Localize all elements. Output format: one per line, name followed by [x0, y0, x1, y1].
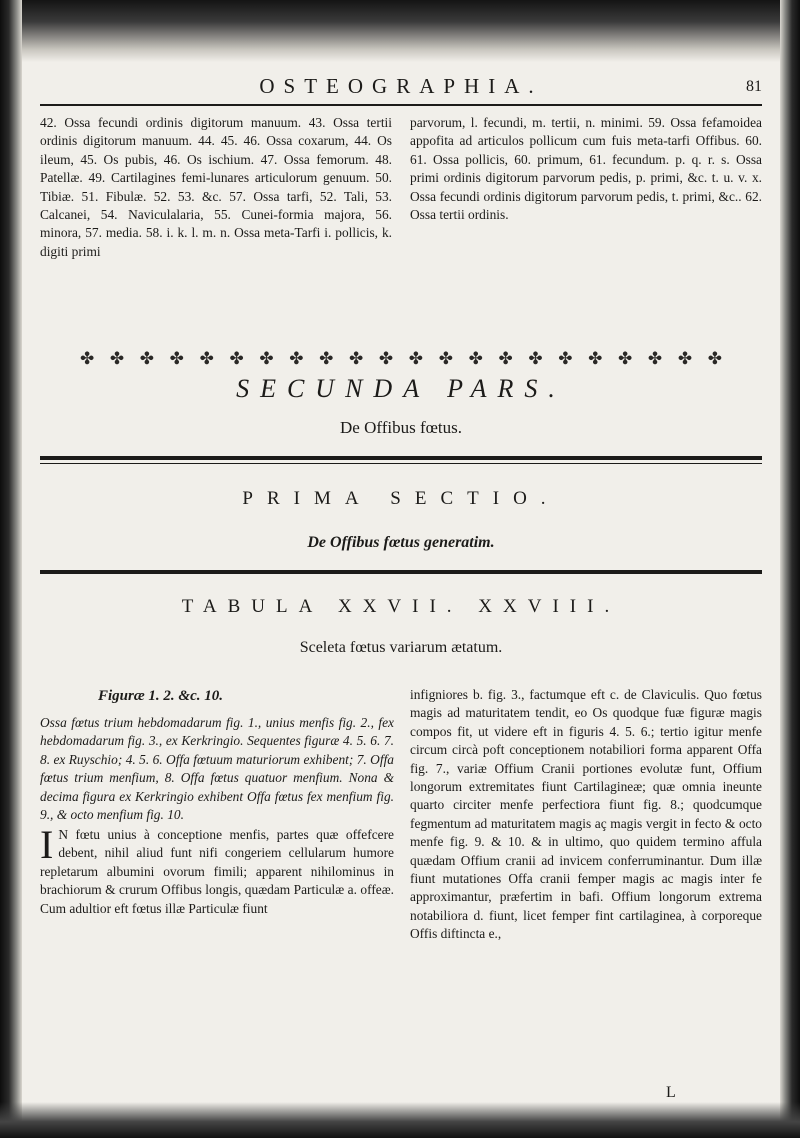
- ornament-flower-icon: ✤: [707, 349, 722, 368]
- top-right-column: [410, 114, 762, 224]
- ornament-flower-icon: ✤: [319, 349, 334, 368]
- ornament-flower-icon: ✤: [289, 349, 304, 368]
- ornament-flower-icon: ✤: [677, 349, 693, 368]
- running-head: [40, 74, 762, 100]
- thick-rule: [40, 570, 762, 574]
- ornament-flower-icon: ✤: [618, 349, 633, 368]
- page-shadow-bottom: [0, 1102, 800, 1138]
- figure-heading-text: Figuræ 1. 2. &c. 10.: [98, 688, 224, 704]
- page-edge-right: [780, 0, 800, 1138]
- head-rule: [40, 104, 762, 106]
- drop-cap: I: [40, 822, 54, 867]
- ornament-flower-icon: ✤: [259, 349, 274, 368]
- top-left-column: [40, 114, 392, 261]
- ornament-flower-icon: ✤: [378, 349, 394, 368]
- section-subheading: De Offibus fœtus.: [340, 418, 462, 437]
- thin-rule: [40, 463, 762, 464]
- ornament-flower-icon: ✤: [349, 349, 364, 368]
- body-left-column: [40, 822, 394, 918]
- figure-heading: [98, 688, 223, 705]
- ornament-flower-icon: ✤: [139, 349, 155, 368]
- sectio-heading: PRIMA SECTIO.: [242, 488, 560, 509]
- body-right-paragraph: infigniores b. fig. 3., factumque eft c. de Claviculis. Quo fœtus magis ad maturitatem tendit, eo Os quodque fuæ figuræ magis compos fit, ut videre eft in figuris 4. 5. 6.; tertio igitur menfe circum circà poft conceptionem notabiliori forma apparent Offa fig. 7., variæ Offium Cranii portiones evolutæ funt, Offium longorum extremitates fiunt Cartilagineæ; quæ omnia ineunte quarto circiter menfe perfectiora fiunt fig. 8.; quodcumque fegmentum ad maturitatem magis aç magis vergit in fecto & octo menfe fig. 9. & 10. & in ultimo, quo quidem termino affula quædam Offium cranii ad invicem conferruminantur. Dum illæ fiunt mutationes Offa cranii femper magis ac magis inter fe approximantur, præfertim in bafi. Offium longorum extrema notabiliora d. fiunt, licet femper fint cartilaginea, à corporeque Offis diftincta e.,: [410, 687, 762, 942]
- book-page: [40, 58, 762, 1101]
- ornament-flower-icon: ✤: [408, 349, 424, 368]
- book-gutter-left: [0, 0, 22, 1138]
- thick-rule: [40, 456, 762, 460]
- body-left-paragraph: N fœtu unius à conceptione menfis, partes quæ offefcere debent, nihil aliud funt nifi congeriem cellularum humore repletarum albumini ovorum fimili; apparent nihilominus in brachiorum & crurum Offibus longis, quædam Particulæ a. offeæ. Cum adultior eft fœtus illæ Particulæ fiunt: [40, 827, 394, 916]
- ornament-flower-icon: ✤: [468, 349, 483, 368]
- figure-caption-column: [40, 714, 394, 824]
- figure-paragraph: Ossa fœtus trium hebdomadarum fig. 1., unius menfis fig. 2., fex hebdomadarum fig. 3., ex Kerkringio. Sequentes figuræ 4. 5. 6. 7. 8. ex Ruyschio; 4. 5. 6. Offa fœtuum maturiorum exhibent; 7. Offa fœtus trium menfium, 8. Offa fœtus quatuor menfium. Nona & decima figura ex Kerkringio exhibent Offa fœtus fex menfium fig. 9., & octo menfium fig. 10.: [40, 715, 394, 823]
- ornament-flower-icon: ✤: [199, 349, 214, 368]
- ornament-flower-icon: ✤: [80, 349, 95, 368]
- ornament-flower-icon: ✤: [558, 349, 573, 368]
- ornament-flower-icon: ✤: [498, 349, 513, 368]
- sectio-subheading: De Offibus fœtus generatim.: [307, 534, 495, 551]
- section-heading: SECUNDA PARS.: [236, 374, 566, 403]
- tabula-subheading: Sceleta fœtus variarum ætatum.: [299, 639, 503, 656]
- ornament-flower-icon: ✤: [169, 349, 184, 368]
- ornament-flower-icon: ✤: [528, 349, 543, 368]
- tabula-heading: TABULA XXVII. XXVIII.: [181, 596, 621, 617]
- page-number: 81: [746, 78, 762, 95]
- page-shadow-top: [0, 0, 800, 62]
- ornament-flower-icon: ✤: [588, 349, 603, 368]
- top-right-paragraph: parvorum, l. fecundi, m. tertii, n. minimi. 59. Ossa fefamoidea appofita ad articulos pollicum cum fuis meta-tarfi Offibus. 60. 61. Ossa pollicis, 60. primum, 61. fecundum. p. q. r. s. Ossa primi ordinis digitorum parvorum pedis, p. primi, &c. t. u. v. x. Ossa fecundi ordinis digitorum parvorum pedis, t. primi, &c.. 62. Ossa tertii ordinis.: [410, 115, 762, 223]
- ornament-band: [80, 348, 722, 370]
- top-left-paragraph: 42. Ossa fecundi ordinis digitorum manuum. 43. Ossa tertii ordinis digitorum manuum. 44. 45. 46. Ossa coxarum, 44. Os ileum, 45. Os pubis, 46. Os ischium. 47. Ossa femorum. 48. Patellæ. 49. Cartilagines femi-lunares articulorum genuum. 50. Tibiæ. 51. Fibulæ. 52. 53. &c. 57. Ossa tarfi, 52. Tali, 53. Calcanei, 54. Naviculalaria, 55. Cunei-formia majora, 56. minora, 57. media. 58. i. k. l. m. n. Ossa meta-Tarfi i. pollicis, k. digiti primi: [40, 115, 392, 259]
- body-right-column: [410, 686, 762, 944]
- ornament-flower-icon: ✤: [109, 349, 125, 368]
- signature-mark: L: [666, 1084, 676, 1101]
- ornament-flower-icon: ✤: [438, 349, 453, 368]
- ornament-flower-icon: ✤: [229, 349, 244, 368]
- running-title: OSTEOGRAPHIA.: [259, 74, 543, 98]
- ornament-flower-icon: ✤: [647, 349, 663, 368]
